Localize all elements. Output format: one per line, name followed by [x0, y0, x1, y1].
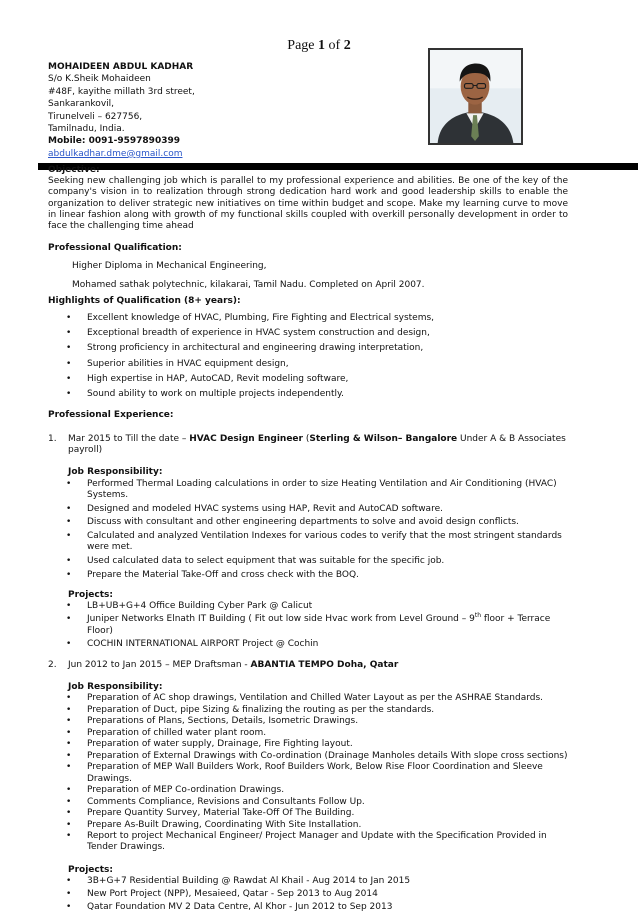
qualification-line: Higher Diploma in Mechanical Engineering, [72, 260, 267, 271]
list-item: • Designed and modeled HVAC systems using HAP, Revit and AutoCAD software. [87, 504, 568, 515]
list-item: • COCHIN INTERNATIONAL AIRPORT Project @ Cochin [87, 639, 568, 650]
qualification-heading: Professional Qualification: [48, 243, 182, 254]
list-item: • Preparation of External Drawings with Co-ordination (Drainage Manholes details With slope cross sections) [87, 751, 568, 762]
responsibility-heading: Job Responsibility: [68, 467, 163, 478]
list-item: • 3B+G+7 Residential Building @ Rawdat Al Khail - Aug 2014 to Jan 2015 [87, 876, 568, 887]
address-line: Sankarankovil, [48, 99, 115, 110]
job-summary [68, 660, 568, 671]
job-suffix: Under A & B Associates payroll) [68, 433, 566, 456]
email-link[interactable]: abdulkadhar.dme@gmail.com [48, 148, 183, 159]
list-item: • Used calculated data to select equipment that was suitable for the specific job. [87, 556, 568, 567]
list-item: • Preparation of AC shop drawings, Ventilation and Chilled Water Layout as per the ASHRAE Standards. [87, 693, 568, 704]
list-item: • Preparation of Duct, pipe Sizing & finalizing the routing as per the standards. [87, 705, 568, 716]
address-line: Tirunelveli – 627756, [48, 111, 143, 122]
job-role: HVAC Design Engineer [189, 433, 303, 444]
page-number [0, 38, 638, 54]
item-number: 1. [48, 433, 57, 444]
list-item: • Preparation of water supply, Drainage, Fire Fighting layout. [87, 739, 568, 750]
job-paren: ( [302, 433, 310, 444]
list-item: • New Port Project (NPP), Mesaieed, Qatar - Sep 2013 to Aug 2014 [87, 889, 568, 900]
list-item: • Preparation of MEP Wall Builders Work, Roof Builders Work, Below Rise Floor Coordination and Sleeve Drawings. [87, 762, 568, 785]
highlights-list [48, 313, 568, 401]
list-item: • Strong proficiency in architectural and engineering drawing interpretation, [87, 343, 568, 354]
job-company: ABANTIA TEMPO Doha, Qatar [250, 659, 399, 670]
projects-list [68, 876, 568, 913]
projects-heading: Projects: [68, 589, 113, 600]
address-line: S/o K.Sheik Mohaideen [48, 74, 151, 85]
list-item: • Calculated and analyzed Ventilation Indexes for various codes to verify that the most stringent standards were met. [87, 531, 568, 554]
mobile-number: Mobile: 0091-9597890399 [48, 136, 180, 147]
projects-list [68, 601, 568, 650]
experience-item-1 [48, 434, 568, 650]
list-item: • LB+UB+G+4 Office Building Cyber Park @ Calicut [87, 601, 568, 612]
item-number: 2. [48, 659, 57, 670]
list-item: • Sound ability to work on multiple projects independently. [87, 389, 568, 400]
project-text: Juniper Networks Elnath IT Building ( Fit out low side Hvac work from Level Ground – 9 [87, 614, 475, 625]
job-period: Mar 2015 to Till the date – [68, 433, 190, 444]
list-item: • Preparations of Plans, Sections, Details, Isometric Drawings. [87, 716, 568, 727]
list-item [87, 614, 568, 637]
highlights-heading: Highlights of Qualification (8+ years): [48, 296, 241, 307]
candidate-name: MOHAIDEEN ABDUL KADHAR [48, 62, 194, 72]
list-item: • Discuss with consultant and other engineering departments to solve and avoid design conflicts. [87, 517, 568, 528]
list-item: • Report to project Mechanical Engineer/ Project Manager and Update with the Specification Provided in Tender Drawings. [87, 831, 568, 854]
responsibility-list [68, 479, 568, 581]
list-item: • Prepare As-Built Drawing, Coordinating With Site Installation. [87, 820, 568, 831]
list-item: • Exceptional breadth of experience in HVAC system construction and design, [87, 328, 568, 339]
qualification-line: Mohamed sathak polytechnic, kilakarai, Tamil Nadu. Completed on April 2007. [72, 280, 425, 291]
list-item: • Prepare the Material Take-Off and cross check with the BOQ. [87, 570, 568, 581]
list-item: • Preparation of chilled water plant room. [87, 728, 568, 739]
page-total: 2 [343, 38, 351, 53]
address-line: Tamilnadu, India. [48, 124, 125, 135]
profile-photo-image [430, 50, 521, 143]
list-item: • Preparation of MEP Co-ordination Drawings. [87, 785, 568, 796]
projects-heading: Projects: [68, 864, 113, 875]
page-of-label: of [325, 38, 344, 53]
ordinal-suffix: th [474, 612, 481, 620]
list-item: • Superior abilities in HVAC equipment design, [87, 359, 568, 370]
responsibility-list [68, 693, 568, 853]
resume-body [48, 163, 568, 915]
responsibility-heading: Job Responsibility: [68, 682, 163, 693]
job-period: Jun 2012 to Jan 2015 – MEP Draftsman - [68, 659, 251, 670]
address-line: #48F, kayithe millath 3rd street, [48, 86, 195, 97]
contact-block [48, 61, 195, 160]
list-item: • Excellent knowledge of HVAC, Plumbing, Fire Fighting and Electrical systems, [87, 313, 568, 324]
experience-heading: Professional Experience: [48, 410, 174, 421]
list-item: • Comments Compliance, Revisions and Consultants Follow Up. [87, 797, 568, 808]
page-current: 1 [318, 38, 326, 53]
job-summary [68, 434, 568, 457]
list-item: • Qatar Foundation MV 2 Data Centre, Al Khor - Jun 2012 to Sep 2013 [87, 902, 568, 913]
project-text: floor + Terrace Floor) [87, 614, 551, 636]
list-item: • Performed Thermal Loading calculations in order to size Heating Ventilation and Air Conditioning (HVAC) Systems. [87, 479, 568, 502]
profile-photo [428, 48, 523, 145]
list-item: • High expertise in HAP, AutoCAD, Revit modeling software, [87, 374, 568, 385]
experience-item-2 [48, 660, 568, 913]
list-item: • Prepare Quantity Survey, Material Take-Off Of The Building. [87, 808, 568, 819]
page-label: Page [287, 38, 319, 53]
objective-text: Seeking new challenging job which is parallel to my professional experience and abilities. Be one of the key of the company's vision in to realization through strong dedication hard work and good leadership skills to enable the organization to deliver strategic new initiatives on time within budget and scope. Make my learning curve to move in linear fashion along with growth of my functional skills coupled with overkill personally development in order to face the challenging time ahead [48, 176, 568, 232]
objective-heading: Objective: [48, 165, 100, 175]
job-company: Sterling & Wilson– Bangalore [309, 433, 458, 444]
